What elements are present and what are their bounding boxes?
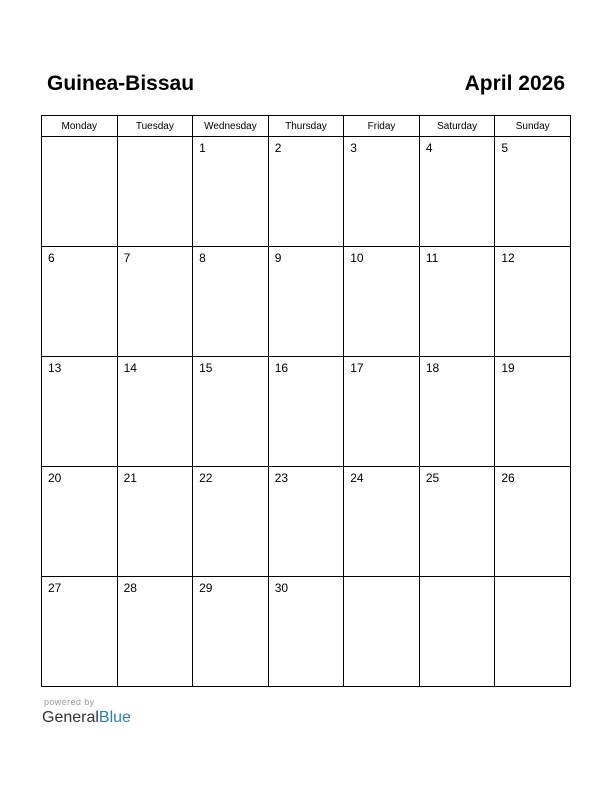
- day-cell: 28: [117, 577, 193, 687]
- day-cell: 7: [117, 247, 193, 357]
- weekday-friday: Friday: [344, 116, 420, 137]
- month-year-title: April 2026: [464, 72, 565, 95]
- day-cell: 25: [419, 467, 495, 577]
- weekday-sunday: Sunday: [495, 116, 571, 137]
- week-row: [42, 247, 571, 357]
- week-row: [42, 357, 571, 467]
- weekday-header-row: [42, 116, 571, 137]
- day-cell: 3: [344, 137, 420, 247]
- calendar-grid: [41, 115, 571, 687]
- day-cell: [344, 577, 420, 687]
- day-cell: 1: [193, 137, 269, 247]
- day-cell: 6: [42, 247, 118, 357]
- weekday-wednesday: Wednesday: [193, 116, 269, 137]
- day-cell: [42, 137, 118, 247]
- weekday-monday: Monday: [42, 116, 118, 137]
- week-row: [42, 577, 571, 687]
- day-cell: 24: [344, 467, 420, 577]
- day-cell: 13: [42, 357, 118, 467]
- day-cell: 9: [268, 247, 344, 357]
- powered-by-text: powered by: [44, 697, 95, 707]
- day-cell: 30: [268, 577, 344, 687]
- country-title: Guinea-Bissau: [47, 72, 195, 95]
- brand-general: General: [42, 709, 99, 726]
- day-cell: 8: [193, 247, 269, 357]
- day-cell: 14: [117, 357, 193, 467]
- brand-blue: Blue: [98, 709, 131, 726]
- weekday-saturday: Saturday: [419, 116, 495, 137]
- day-cell: 16: [268, 357, 344, 467]
- day-cell: 19: [495, 357, 571, 467]
- generalblue-logo: [42, 708, 131, 728]
- day-cell: 20: [42, 467, 118, 577]
- day-cell: 4: [419, 137, 495, 247]
- day-cell: 18: [419, 357, 495, 467]
- day-cell: 27: [42, 577, 118, 687]
- day-cell: 15: [193, 357, 269, 467]
- week-row: [42, 467, 571, 577]
- footer-branding: [42, 697, 131, 728]
- week-row: [42, 137, 571, 247]
- weekday-thursday: Thursday: [268, 116, 344, 137]
- day-cell: [117, 137, 193, 247]
- day-cell: 10: [344, 247, 420, 357]
- day-cell: 21: [117, 467, 193, 577]
- weekday-tuesday: Tuesday: [117, 116, 193, 137]
- day-cell: 17: [344, 357, 420, 467]
- day-cell: 22: [193, 467, 269, 577]
- day-cell: 26: [495, 467, 571, 577]
- day-cell: 2: [268, 137, 344, 247]
- day-cell: [495, 577, 571, 687]
- day-cell: [419, 577, 495, 687]
- day-cell: 11: [419, 247, 495, 357]
- day-cell: 12: [495, 247, 571, 357]
- day-cell: 29: [193, 577, 269, 687]
- day-cell: 5: [495, 137, 571, 247]
- day-cell: 23: [268, 467, 344, 577]
